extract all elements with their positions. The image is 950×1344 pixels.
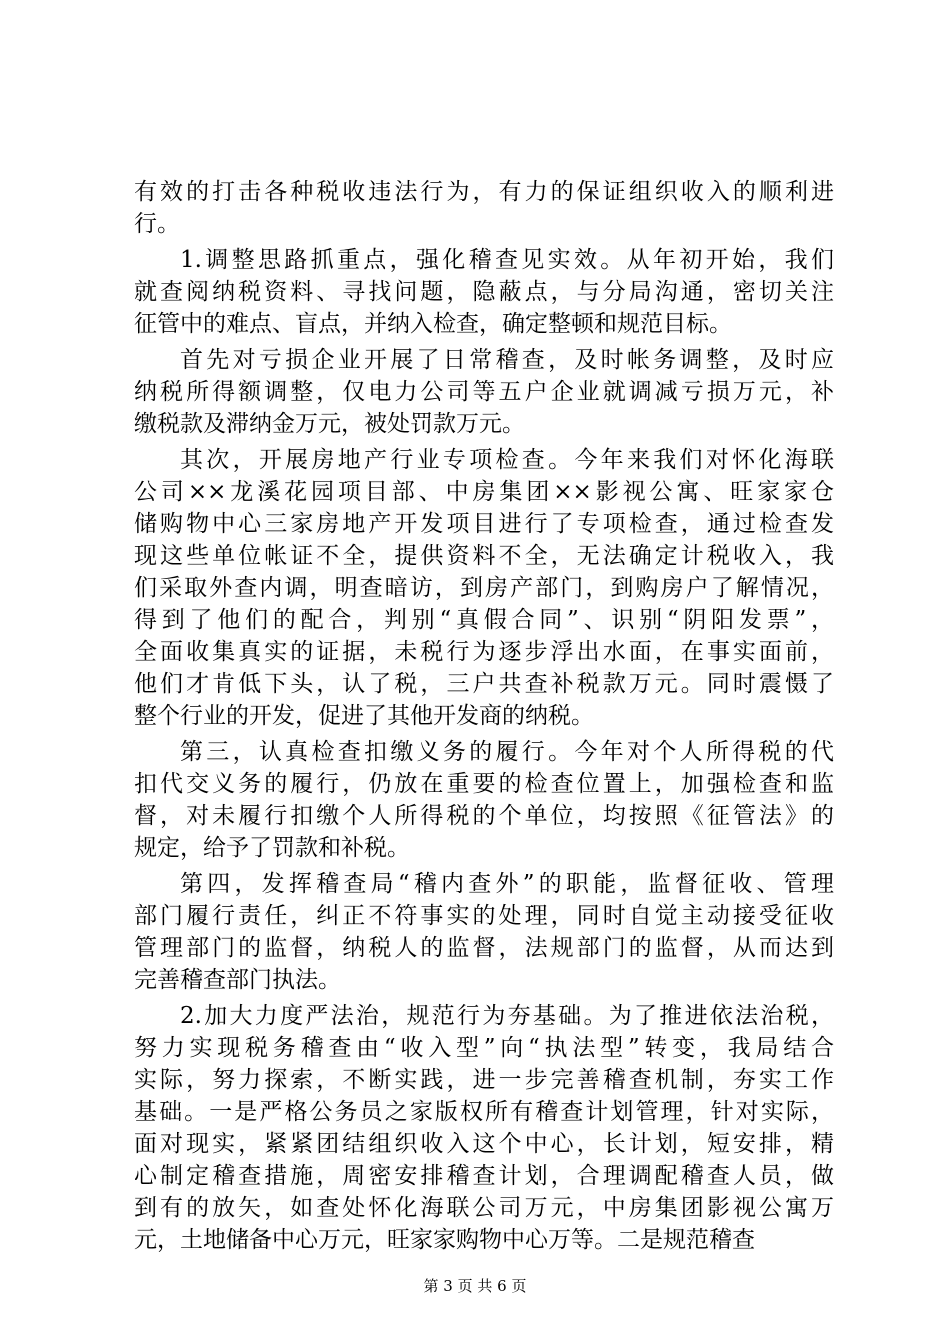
text-line: 部门履行责任，纠正不符事实的处理，同时自觉主动接受征收	[134, 903, 834, 929]
text-line: 缴税款及滞纳金万元，被处罚款万元。	[134, 411, 525, 437]
paragraph	[134, 176, 834, 240]
text-line: 管理部门的监督，纳税人的监督，法规部门的监督，从而达到	[134, 935, 834, 961]
paragraph	[134, 1000, 834, 1256]
text-line: 全面收集真实的证据，未税行为逐步浮出水面，在事实面前，	[134, 639, 834, 665]
text-line: 首先对亏损企业开展了日常稽查，及时帐务调整，及时应	[180, 347, 834, 373]
text-line: 其次，开展房地产行业专项检查。今年来我们对怀化海联	[180, 447, 834, 473]
text-line: 征管中的难点、盲点，并纳入检查，确定整顿和规范目标。	[134, 311, 732, 337]
paragraph	[134, 444, 834, 732]
text-line: 实际，努力探索，不断实践，进一步完善稽查机制，夯实工作	[134, 1067, 834, 1093]
text-line: 第四，发挥稽查局“稽内查外”的职能，监督征收、管理	[180, 871, 834, 897]
text-line: 1.调整思路抓重点，强化稽查见实效。从年初开始，我们	[180, 247, 834, 273]
text-line: 督，对未履行扣缴个人所得税的个单位，均按照《征管法》的	[134, 803, 834, 829]
text-line: 就查阅纳税资料、寻找问题，隐蔽点，与分局沟通，密切关注	[134, 279, 834, 305]
text-line: 得到了他们的配合，判别“真假合同”、识别“阴阳发票”，	[134, 607, 834, 633]
text-line: 整个行业的开发，促进了其他开发商的纳税。	[134, 703, 594, 729]
text-line: 扣代交义务的履行，仍放在重要的检查位置上，加强检查和监	[134, 771, 834, 797]
text-line: 现这些单位帐证不全，提供资料不全，无法确定计税收入，我	[134, 543, 834, 569]
text-line: 储购物中心三家房地产开发项目进行了专项检查，通过检查发	[134, 511, 834, 537]
text-line: 面对现实，紧紧团结组织收入这个中心，长计划，短安排，精	[134, 1131, 834, 1157]
document-body	[134, 176, 834, 1256]
text-line: 有效的打击各种税收违法行为，有力的保证组织收入的顺利进	[134, 179, 834, 205]
page-footer: 第 3 页 共 6 页	[423, 1277, 527, 1295]
text-line: 第三，认真检查扣缴义务的履行。今年对个人所得税的代	[180, 739, 834, 765]
paragraph	[134, 868, 834, 996]
text-line: 行。	[134, 211, 180, 237]
text-line: 纳税所得额调整，仅电力公司等五户企业就调减亏损万元，补	[134, 379, 834, 405]
text-line: 心制定稽查措施，周密安排稽查计划，合理调配稽查人员，做	[134, 1163, 834, 1189]
text-line: 元，土地储备中心万元，旺家家购物中心万等。二是规范稽查	[134, 1227, 755, 1253]
paragraph	[134, 736, 834, 864]
paragraph	[134, 244, 834, 340]
text-line: 他们才肯低下头，认了税，三户共查补税款万元。同时震慑了	[134, 671, 834, 697]
text-line: 们采取外查内调，明查暗访，到房产部门，到购房户了解情况，	[134, 575, 834, 601]
text-line: 规定，给予了罚款和补税。	[134, 835, 410, 861]
text-line: 基础。一是严格公务员之家版权所有稽查计划管理，针对实际，	[134, 1099, 834, 1125]
text-line: 到有的放矢，如查处怀化海联公司万元，中房集团影视公寓万	[134, 1195, 834, 1221]
text-line: 努力实现税务稽查由“收入型”向“执法型”转变，我局结合	[134, 1035, 834, 1061]
text-line: 2.加大力度严法治，规范行为夯基础。为了推进依法治税，	[180, 1003, 834, 1029]
text-line: 公司××龙溪花园项目部、中房集团××影视公寓、旺家家仓	[134, 479, 834, 505]
paragraph	[134, 344, 834, 440]
text-line: 完善稽查部门执法。	[134, 967, 341, 993]
